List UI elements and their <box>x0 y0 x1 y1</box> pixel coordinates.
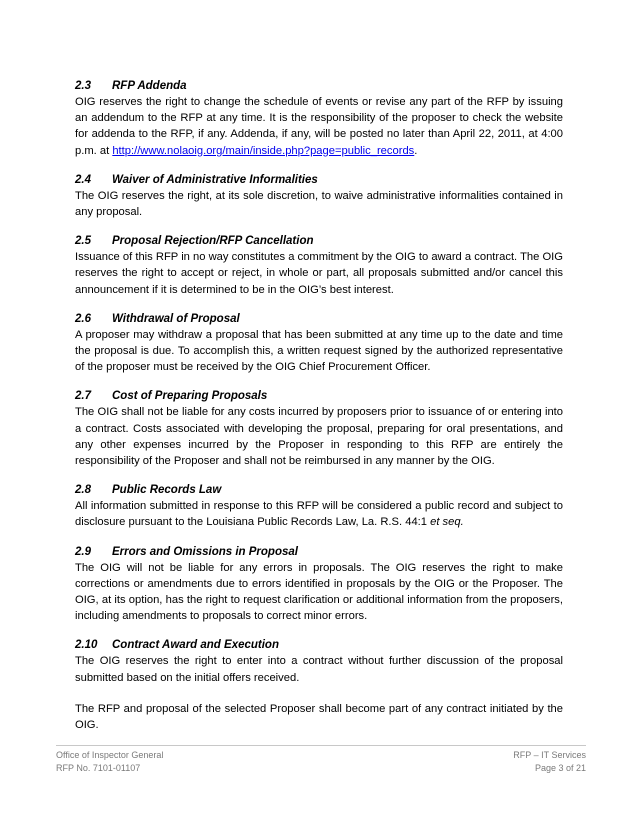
section-paragraph <box>75 498 563 530</box>
section-number: 2.5 <box>75 235 91 248</box>
section-paragraph: The OIG shall not be liable for any costs incurred by proposers prior to issuance of or entering into a contract. Costs associated with developing the proposal, preparing for oral presentations, and any other expenses incurred by the Proposer in responding to this RFP are entirely the responsibility of the Proposer and shall not be reimbursed in any manner by the OIG. <box>75 406 563 468</box>
paragraph-text: All information submitted in response to this RFP will be considered a public record and subject to disclosure pursuant to the Louisiana Public Records Law, La. R.S. 44:1 <box>75 500 563 529</box>
section-number: 2.8 <box>75 484 91 497</box>
section-heading <box>75 483 563 498</box>
section-number: 2.6 <box>75 312 91 325</box>
section-number: 2.9 <box>75 545 91 558</box>
section-title: Contract Award and Execution <box>112 639 279 652</box>
section-2-9 <box>75 545 563 625</box>
section-2-8 <box>75 483 563 530</box>
section-2-6 <box>75 312 563 376</box>
section-heading <box>75 79 563 94</box>
footer-org: Office of Inspector General <box>56 750 164 760</box>
public-records-link[interactable]: http://www.nolaoig.org/main/inside.php?page=public_records <box>112 144 415 157</box>
section-heading <box>75 173 563 188</box>
section-paragraph <box>75 94 563 159</box>
section-heading <box>75 638 563 653</box>
section-2-10 <box>75 638 563 733</box>
latin-phrase: et seq. <box>430 516 464 529</box>
section-title: Waiver of Administrative Informalities <box>112 173 318 186</box>
paragraph-text: OIG reserves the right to change the schedule of events or revise any part of the RFP by issuing an addendum to the RFP at any time. It is the responsibility of the proposer to check the website for addenda to the RFP, if any. Addenda, if any, will be posted no later than April 22, 2011, at 4:00 p.m. at <box>75 96 563 157</box>
footer-divider <box>56 745 586 746</box>
section-paragraph: A proposer may withdraw a proposal that has been submitted at any time up to the date and time the proposal is due. To accomplish this, a written request signed by the authorized representative of the proposer must be received by the OIG Chief Procurement Officer. <box>75 328 563 374</box>
section-paragraph: The OIG will not be liable for any errors in proposals. The OIG reserves the right to make corrections or amendments due to errors identified in proposals by the OIG or the Proposer. The OIG, at its option, has the right to request clarification or additional information from the proposers, including amendments to proposals to correct minor errors. <box>75 561 563 623</box>
footer-left <box>56 749 163 775</box>
section-2-7 <box>75 389 563 469</box>
section-title: RFP Addenda <box>112 80 187 92</box>
section-paragraph: The OIG reserves the right, at its sole discretion, to waive administrative informalities contained in any proposal. <box>75 189 563 219</box>
section-heading <box>75 234 563 249</box>
section-heading <box>75 389 563 404</box>
section-paragraph: Issuance of this RFP in no way constitutes a commitment by the OIG to award a contract. The OIG reserves the right to accept or reject, in whole or part, all proposals submitted and/or cancel this announcement if it is determined to be in the OIG’s best interest. <box>75 251 563 296</box>
paragraph-text-end: . <box>414 144 418 157</box>
section-number: 2.10 <box>75 639 98 652</box>
section-heading <box>75 312 563 327</box>
section-title: Cost of Preparing Proposals <box>112 390 268 403</box>
footer-doc-title: RFP – IT Services <box>513 750 586 760</box>
section-2-4 <box>75 173 563 220</box>
section-title: Errors and Omissions in Proposal <box>112 545 298 558</box>
footer-right <box>513 749 586 775</box>
section-number: 2.4 <box>75 173 91 186</box>
section-number: 2.3 <box>75 80 91 92</box>
section-2-5 <box>75 234 563 298</box>
section-title: Public Records Law <box>112 484 222 497</box>
section-title: Withdrawal of Proposal <box>112 312 240 325</box>
footer-rfp-number: RFP No. 7101-01107 <box>56 763 141 773</box>
section-title: Proposal Rejection/RFP Cancellation <box>112 235 314 248</box>
section-2-3 <box>75 79 563 159</box>
section-paragraph: The OIG reserves the right to enter into a contract without further discussion of the proposal submitted based on the initial offers received. <box>75 655 563 684</box>
footer-page-number: Page 3 of 21 <box>534 763 586 773</box>
document-body <box>75 79 563 747</box>
section-paragraph: The RFP and proposal of the selected Proposer shall become part of any contract initiated by the OIG. <box>75 702 563 732</box>
section-number: 2.7 <box>75 390 91 403</box>
section-heading <box>75 545 563 560</box>
